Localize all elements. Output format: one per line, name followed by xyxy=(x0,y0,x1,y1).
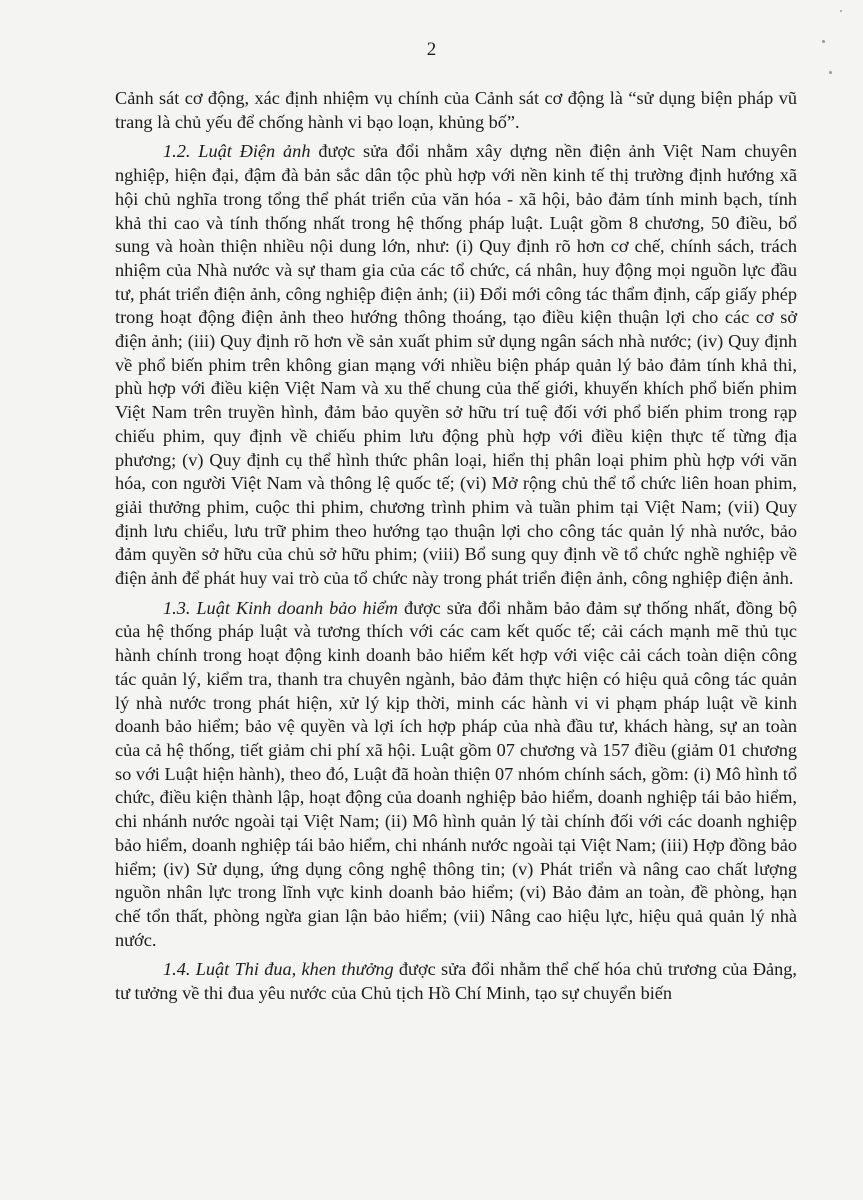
section-heading-luat-kinh-doanh-bao-hiem: 1.3. Luật Kinh doanh bảo hiểm xyxy=(163,597,398,618)
section-heading-luat-dien-anh: 1.2. Luật Điện ảnh xyxy=(163,141,311,162)
document-body xyxy=(115,87,797,1012)
paragraph-text: được sửa đổi nhằm xây dựng nền điện ảnh Việt Nam chuyên nghiệp, hiện đại, đậm đà bản sắc dân tộc phù hợp với nền kinh tế thị trường định hướng xã hội chủ nghĩa trong tổng thể phát triển của văn hóa - xã hội, bảo đảm tính minh bạch, tính khả thi cao và tính thống nhất trong hệ thống pháp luật. Luật gồm 8 chương, 50 điều, bổ sung và hoàn thiện nhiều nội dung lớn, như: (i) Quy định rõ hơn cơ chế, chính sách, trách nhiệm của Nhà nước và sự tham gia của các tổ chức, cá nhân, huy động mọi nguồn lực đầu tư, phát triển điện ảnh, công nghiệp điện ảnh; (ii) Đổi mới công tác thẩm định, cấp giấy phép trong hoạt động điện ảnh theo hướng thông thoáng, tạo điều kiện thuận lợi cho các cơ sở điện ảnh; (iii) Quy định rõ hơn về sản xuất phim sử dụng ngân sách nhà nước; (iv) Quy định về phổ biến phim trên không gian mạng với nhiều biện pháp quản lý bảo đảm tính khả thi, phù hợp với điều kiện Việt Nam và xu thế chung của thế giới, khuyến khích phổ biến phim Việt Nam trên truyền hình, đảm bảo quyền sở hữu trí tuệ đối với phổ biến phim trong rạp chiếu phim, quy định về chiếu phim lưu động phù hợp với điều kiện thực tế từng địa phương; (v) Quy định cụ thể hình thức phân loại, hiển thị phân loại phim phù hợp với văn hóa, con người Việt Nam và thông lệ quốc tế; (vi) Mở rộng chủ thể tổ chức liên hoan phim, giải thưởng phim, cuộc thi phim, chương trình phim và tuần phim tại Việt Nam; (vii) Quy định lưu chiểu, lưu trữ phim theo hướng tạo thuận lợi cho công tác quản lý nhà nước, bảo đảm quyền sở hữu của chủ sở hữu phim; (viii) Bổ sung quy định về tổ chức nghề nghiệp về điện ảnh để phát huy vai trò của tổ chức này trong phát triển điện ảnh, công nghiệp điện ảnh. xyxy=(115,141,797,589)
paragraph-text: Cảnh sát cơ động, xác định nhiệm vụ chính của Cảnh sát cơ động là “sử dụng biện pháp vũ trang là chủ yếu để chống hành vi bạo loạn, khủng bố”. xyxy=(115,88,797,132)
paragraph-continuation xyxy=(115,87,797,134)
scan-speck xyxy=(840,10,842,12)
paragraph-luat-dien-anh xyxy=(115,140,797,590)
section-heading-luat-thi-dua-khen-thuong: 1.4. Luật Thi đua, khen thưởng xyxy=(163,959,394,980)
paragraph-luat-kinh-doanh-bao-hiem xyxy=(115,597,797,953)
paragraph-text: được sửa đổi nhằm bảo đảm sự thống nhất, đồng bộ của hệ thống pháp luật và tương thích với các cam kết quốc tế; cải cách mạnh mẽ thủ tục hành chính trong hoạt động kinh doanh bảo hiểm kết hợp với việc cải cách toàn diện công tác quản lý, kiểm tra, thanh tra chuyên ngành, bảo đảm thực hiện có hiệu quả công tác quản lý nhà nước trong phát hiện, xử lý kịp thời, minh các hành vi vi phạm pháp luật về kinh doanh bảo hiểm; bảo vệ quyền và lợi ích hợp pháp của nhà đầu tư, khách hàng, sự an toàn của cả hệ thống, tiết giảm chi phí xã hội. Luật gồm 07 chương và 157 điều (giảm 01 chương so với Luật hiện hành), theo đó, Luật đã hoàn thiện 07 nhóm chính sách, gồm: (i) Mô hình tổ chức, điều kiện thành lập, hoạt động của doanh nghiệp bảo hiểm, doanh nghiệp tái bảo hiểm, chi nhánh nước ngoài tại Việt Nam; (ii) Mô hình quản lý tài chính đối với các doanh nghiệp bảo hiểm, doanh nghiệp tái bảo hiểm, chi nhánh nước ngoài tại Việt Nam; (iii) Hợp đồng bảo hiểm; (iv) Sử dụng, ứng dụng công nghệ thông tin; (v) Phát triển và nâng cao chất lượng nguồn nhân lực trong lĩnh vực kinh doanh bảo hiểm; (vi) Bảo đảm an toàn, đề phòng, hạn chế tổn thất, phòng ngừa gian lận bảo hiểm; (vii) Nâng cao hiệu lực, hiệu quả quản lý nhà nước. xyxy=(115,597,797,950)
paragraph-text: được sửa đổi nhằm thể chế hóa chủ trương của Đảng, tư tưởng về thi đua yêu nước của Chủ tịch Hồ Chí Minh, tạo sự chuyển biến xyxy=(115,959,797,1004)
page-number: 2 xyxy=(426,39,437,60)
scan-speck xyxy=(829,71,832,74)
scan-speck xyxy=(822,40,825,43)
paragraph-luat-thi-dua-khen-thuong xyxy=(115,958,797,1005)
